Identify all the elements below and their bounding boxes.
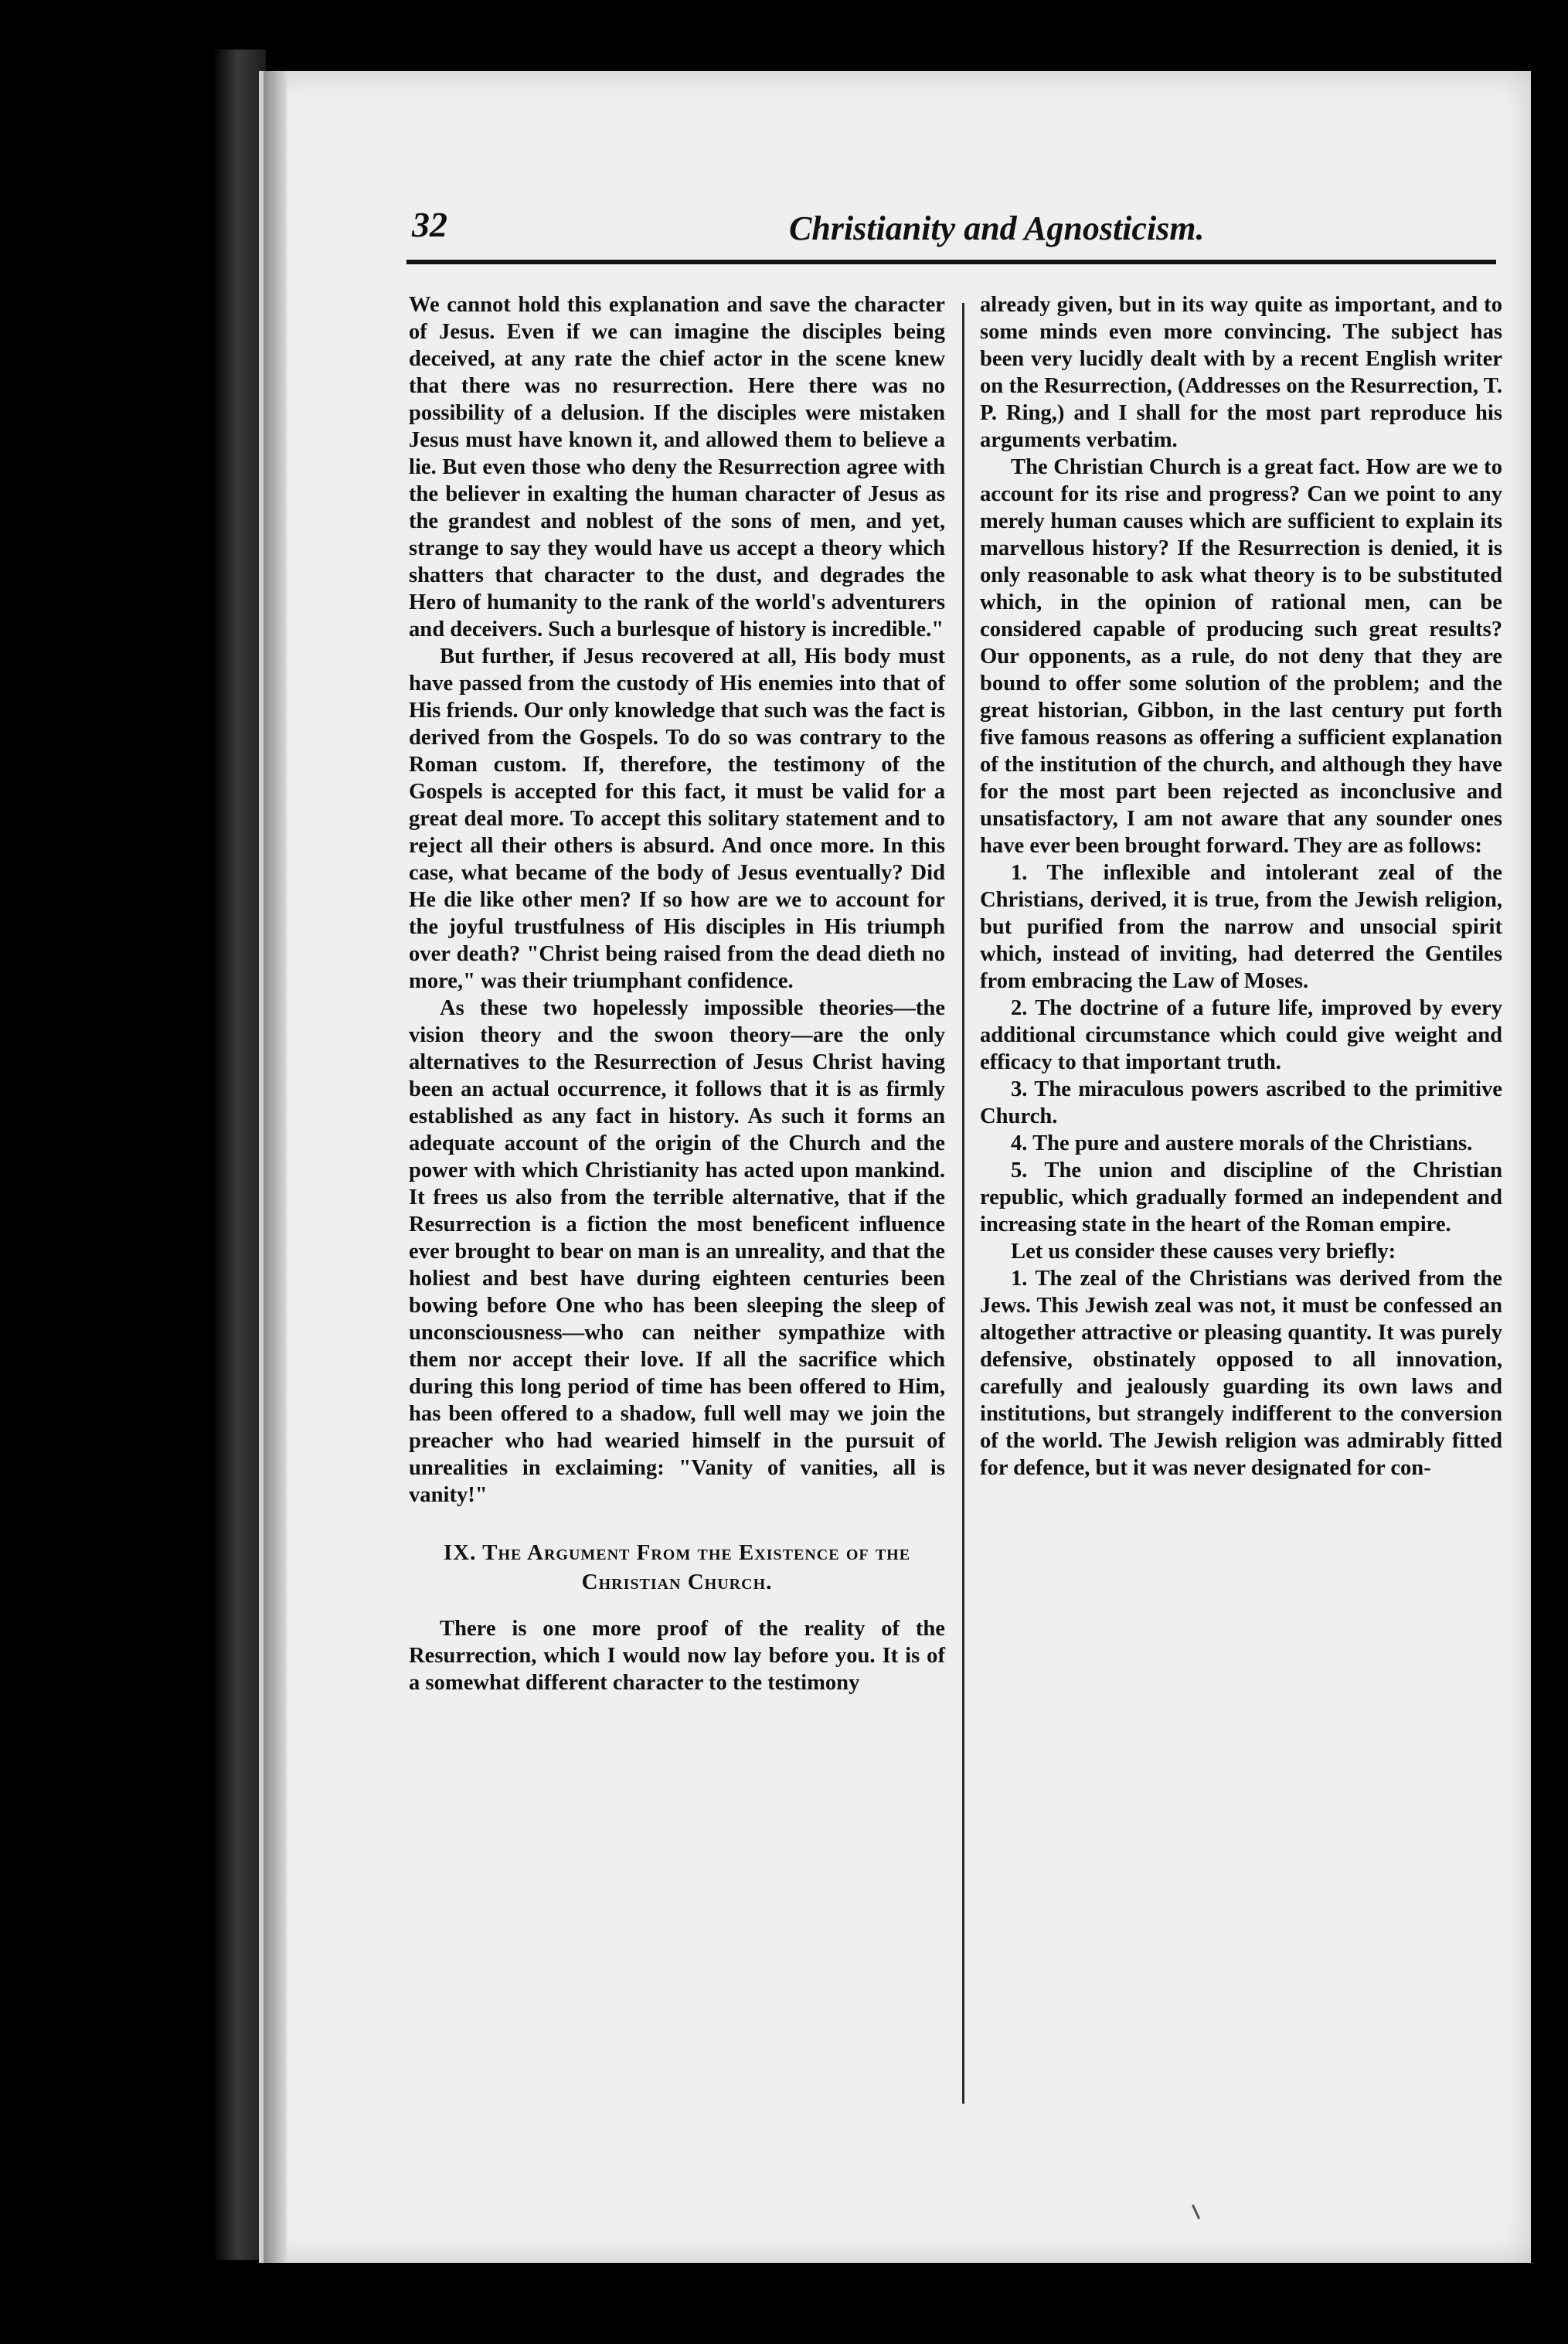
section-heading: IX. The Argument From the Existence of the Christian Church. bbox=[443, 1540, 911, 1594]
list-item: 3. The miraculous powers ascribed to the primitive Church. bbox=[980, 1077, 1502, 1128]
paragraph: 1. The zeal of the Christians was derived from the Jews. This Jewish zeal was not, it must be confessed an altogether attractive or pleasing quantity. It was purely defensive, obstinately opposed to all innovation, carefully and jealously guarding its own laws and institutions, but strangely indifferent to the conversion of the world. The Jewish religion was admirably fitted for defence, but it was never designated for con- bbox=[980, 1267, 1502, 1480]
list-item: 2. The doctrine of a future life, improved by every additional circumstance which could give weight and efficacy to that important truth. bbox=[980, 996, 1502, 1074]
page-gutter-shadow bbox=[264, 71, 287, 2263]
scan-mark bbox=[1192, 2204, 1200, 2219]
paragraph: Let us consider these causes very briefly: bbox=[1011, 1240, 1396, 1264]
header-rule bbox=[406, 260, 1496, 264]
page-number: 32 bbox=[412, 205, 447, 244]
paragraph: There is one more proof of the reality of the Resurrection, which I would now lay before you. It is of a somewhat different character to the testimony bbox=[409, 1617, 945, 1695]
list-item: 5. The union and discipline of the Christian republic, which gradually formed an independent and increasing state in the heart of the Roman empire. bbox=[980, 1158, 1502, 1237]
left-column bbox=[409, 291, 945, 1696]
paragraph: The Christian Church is a great fact. How are we to account for its rise and progress? Can we point to any merely human causes which are sufficient to explain its marvellous history? If the Resurrection is denied, it is only reasonable to ask what theory is to be substituted which, in the opinion of rational men, can be considered capable of producing such great results? Our opponents, as a rule, do not deny that they are bound to offer some solution of the problem; and the great historian, Gibbon, in the last century put forth five famous reasons as offering a sufficient explanation of the institution of the church, and although they have for the most part been rejected as inconclusive and unsatisfactory, I am not aware that any sounder ones have ever been brought forward. They are as follows: bbox=[980, 455, 1502, 858]
list-item: 4. The pure and austere morals of the Christians. bbox=[1011, 1131, 1473, 1155]
paragraph: But further, if Jesus recovered at all, His body must have passed from the custody of His enemies into that of His friends. Our only knowledge that such was the fact is derived from the Gospels. To do so was contrary to the Roman custom. If, therefore, the testimony of the Gospels is accepted for this fact, it must be valid for a great deal more. To accept this solitary statement and to reject all their others is absurd. And once more. In this case, what became of the body of Jesus eventually? Did He die like other men? If so how are we to account for the joyful trustfulness of His disciples in His triumph over death? "Christ being raised from the dead dieth no more," was their triumphant confidence. bbox=[409, 645, 945, 993]
paragraph: As these two hopelessly impossible theories—the vision theory and the swoon theory—are the only alternatives to the Resurrection of Jesus Christ having been an actual occurrence, it follows that it is as firmly established as any fact in history. As such it forms an adequate account of the origin of the Church and the power with which Christianity has acted upon mankind. It frees us also from the terrible alternative, that if the Resurrection is a fiction the most beneficent influence ever brought to bear on man is an unreality, and that the holiest and best have during eighteen centuries been bowing before One who has been sleeping the sleep of unconsciousness—who can neither sympathize with them nor accept their love. If all the sacrifice which during this long period of time has been offered to Him, has been offered to a shadow, full well may we join the preacher who had wearied himself in the pursuit of unrealities in exclaiming: "Vanity of vanities, all is vanity!" bbox=[409, 996, 945, 1507]
running-head: Christianity and Agnosticism. bbox=[789, 209, 1205, 247]
right-column bbox=[980, 291, 1502, 1482]
list-item: 1. The inflexible and intolerant zeal of the Christians, derived, it is true, from the Jewish religion, but purified from the narrow and unsocial spirit which, instead of inviting, had deterred the Gentiles from embracing the Law of Moses. bbox=[980, 861, 1502, 993]
paragraph: We cannot hold this explanation and save the character of Jesus. Even if we can imagine the disciples being deceived, at any rate the chief actor in the scene knew that there was no resurrection. Here there was no possibility of a delusion. If the disciples were mistaken Jesus must have known it, and allowed them to believe a lie. But even those who deny the Resurrection agree with the believer in exalting the human character of Jesus as the grandest and noblest of the sons of men, and yet, strange to say they would have us accept a theory which shatters that character to the dust, and degrades the Hero of humanity to the rank of the world's adventurers and deceivers. Such a burlesque of history is incredible." bbox=[409, 293, 945, 641]
book-page bbox=[259, 71, 1531, 2263]
column-divider bbox=[962, 303, 964, 2104]
paragraph: already given, but in its way quite as important, and to some minds even more convincing. The subject has been very lucidly dealt with by a recent English writer on the Resurrection, (Addresses on the Resurrection, T. P. Ring,) and I shall for the most part reproduce his arguments verbatim. bbox=[980, 293, 1502, 452]
